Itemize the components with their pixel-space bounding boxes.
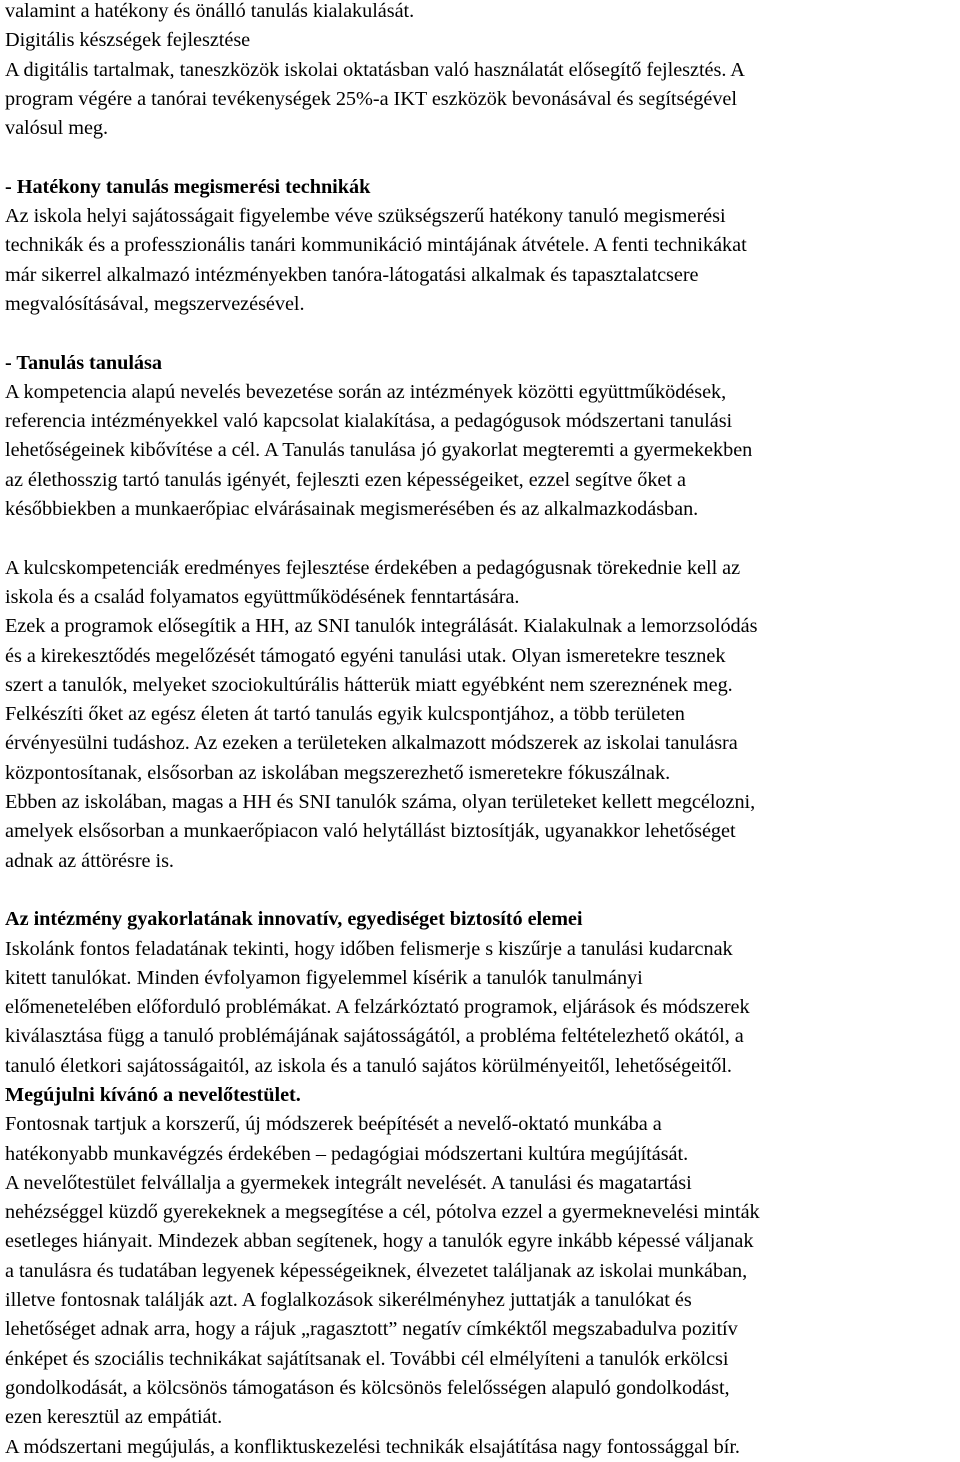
text-line: előmenetelében előforduló problémákat. A felzárkóztató programok, eljárások és módszerek bbox=[5, 996, 750, 1019]
key-competences-section bbox=[5, 554, 955, 876]
text-line: esetleges hiányait. Mindezek abban segítenek, hogy a tanulók egyre inkább képessé váljanak bbox=[5, 1230, 754, 1253]
text-line: megvalósításával, megszervezésével. bbox=[5, 292, 305, 315]
text-line: A módszertani megújulás, a konfliktuskezelési technikák elsajátítása nagy fontossággal bír. bbox=[5, 1435, 740, 1458]
text-line: amelyek elsősorban a munkaerőpiacon való helytállást biztosítják, ugyanakkor lehetőséget bbox=[5, 820, 736, 843]
text-line: kitett tanulókat. Minden évfolyamon figyelemmel kísérik a tanulók tanulmányi bbox=[5, 966, 643, 989]
text-line: valamint a hatékony és önálló tanulás kialakulását. bbox=[5, 0, 415, 22]
text-line: szert a tanulók, melyeket szociokultúrális hátterük miatt egyébként nem szereznének meg. bbox=[5, 673, 733, 696]
section-heading: - Tanulás tanulása bbox=[5, 351, 162, 374]
text-line: Ezek a programok elősegítik a HH, az SNI tanulók integrálását. Kialakulnak a lemorzsolódás bbox=[5, 615, 758, 638]
text-line: a tanulásra és tudatában legyenek képességeiknek, élvezetet találjanak az iskolai munkában, bbox=[5, 1259, 748, 1282]
text-line: Az iskola helyi sajátosságait figyelembe véve szükségszerű hatékony tanuló megismerési bbox=[5, 205, 726, 228]
text-line: és a kirekesztődés megelőzését támogató egyéni tanulási utak. Olyan ismeretekre tesznek bbox=[5, 644, 726, 667]
text-line: A digitális tartalmak, taneszközök iskolai oktatásban való használatát elősegítő fejlesztés. A bbox=[5, 58, 745, 81]
text-line: program végére a tanórai tevékenységek 25%-a IKT eszközök bevonásával és segítségével bbox=[5, 87, 737, 110]
text-line: A nevelőtestület felvállalja a gyermekek integrált nevelését. A tanulási és magatartási bbox=[5, 1171, 692, 1194]
text-line: Ebben az iskolában, magas a HH és SNI tanulók száma, olyan területeket kellett megcélozni, bbox=[5, 791, 756, 814]
text-line: énképet és szociális technikákat sajátítsanak el. További cél elmélyíteni a tanulók erkölcsi bbox=[5, 1347, 729, 1370]
paragraph-gap bbox=[5, 524, 955, 553]
section-heading: Az intézmény gyakorlatának innovatív, egyediséget biztosító elemei bbox=[5, 908, 583, 931]
text-line: lehetőségeinek kibővítése a cél. A Tanulás tanulása jó gyakorlat megteremti a gyermekekben bbox=[5, 439, 753, 462]
learning-to-learn-section bbox=[5, 349, 955, 525]
effective-learning-section bbox=[5, 173, 955, 319]
section-heading: Digitális készségek fejlesztése bbox=[5, 29, 251, 52]
text-line: tanuló életkori sajátosságaitól, az iskola és a tanuló sajátos körülményeitől, lehetőségeitől. bbox=[5, 1054, 732, 1077]
text-line: Iskolánk fontos feladatának tekinti, hogy időben felismerje s kiszűrje a tanulási kudarcnak bbox=[5, 937, 733, 960]
text-line: valósul meg. bbox=[5, 117, 109, 140]
text-line: későbbiekben a munkaerőpiac elvárásainak megismerésében és az alkalmazkodásban. bbox=[5, 498, 699, 521]
paragraph-gap bbox=[5, 143, 955, 172]
text-line: lehetőséget adnak arra, hogy a rájuk „ragasztott” negatív címkéktől megszabadulva pozitív bbox=[5, 1318, 738, 1341]
document-page bbox=[5, 0, 955, 1462]
text-line: kiválasztása függ a tanuló problémájának sajátosságától, a probléma feltételezhető okától, a bbox=[5, 1025, 744, 1048]
innovative-elements-section bbox=[5, 905, 955, 1081]
section-heading: Megújulni kívánó a nevelőtestület. bbox=[5, 1083, 301, 1106]
text-line: ezen keresztül az empátiát. bbox=[5, 1406, 223, 1429]
text-line: központosítanak, elsősorban az iskolában megszerezhető ismeretekre fókuszálnak. bbox=[5, 761, 671, 784]
text-line: Fontosnak tartjuk a korszerű, új módszerek beépítését a nevelő-oktató munkába a bbox=[5, 1113, 662, 1136]
paragraph-gap bbox=[5, 319, 955, 348]
text-line: Felkészíti őket az egész életen át tartó tanulás egyik kulcspontjához, a több területen bbox=[5, 703, 685, 726]
text-line: A kompetencia alapú nevelés bevezetése során az intézmények közötti együttműködések, bbox=[5, 380, 727, 403]
intro-section bbox=[5, 0, 955, 26]
text-line: A kulcskompetenciák eredményes fejlesztése érdekében a pedagógusnak törekednie kell az bbox=[5, 556, 741, 579]
text-line: iskola és a család folyamatos együttműködésének fenntartására. bbox=[5, 585, 520, 608]
text-line: illetve fontosnak találják azt. A foglalkozások sikerélményhez juttatják a tanulókat és bbox=[5, 1289, 692, 1312]
text-line: technikák és a professzionális tanári kommunikáció mintájának átvétele. A fenti technikákat bbox=[5, 234, 747, 257]
text-line: már sikerrel alkalmazó intézményekben tanóra-látogatási alkalmak és tapasztalatcsere bbox=[5, 263, 699, 286]
text-line: referencia intézményekkel való kapcsolat kialakítása, a pedagógusok módszertani tanulási bbox=[5, 410, 733, 433]
section-heading: - Hatékony tanulás megismerési technikák bbox=[5, 175, 371, 198]
text-line: az élethosszig tartó tanulás igényét, fejleszti ezen képességeiket, ezzel segítve őket a bbox=[5, 468, 686, 491]
digital-skills-section bbox=[5, 26, 955, 143]
text-line: hatékonyabb munkavégzés érdekében – pedagógiai módszertani kultúra megújítását. bbox=[5, 1142, 689, 1165]
text-line: nehézséggel küzdő gyerekeknek a megsegítése a cél, pótolva ezzel a gyermeknevelési minták bbox=[5, 1201, 760, 1224]
renewal-section bbox=[5, 1081, 955, 1462]
text-line: érvényesülni tudáshoz. Az ezeken a területeken alkalmazott módszerek az iskolai tanulásra bbox=[5, 732, 738, 755]
text-line: adnak az áttörésre is. bbox=[5, 849, 174, 872]
paragraph-gap bbox=[5, 876, 955, 905]
text-line: gondolkodását, a kölcsönös támogatáson és kölcsönös felelősségen alapuló gondolkodást, bbox=[5, 1376, 730, 1399]
